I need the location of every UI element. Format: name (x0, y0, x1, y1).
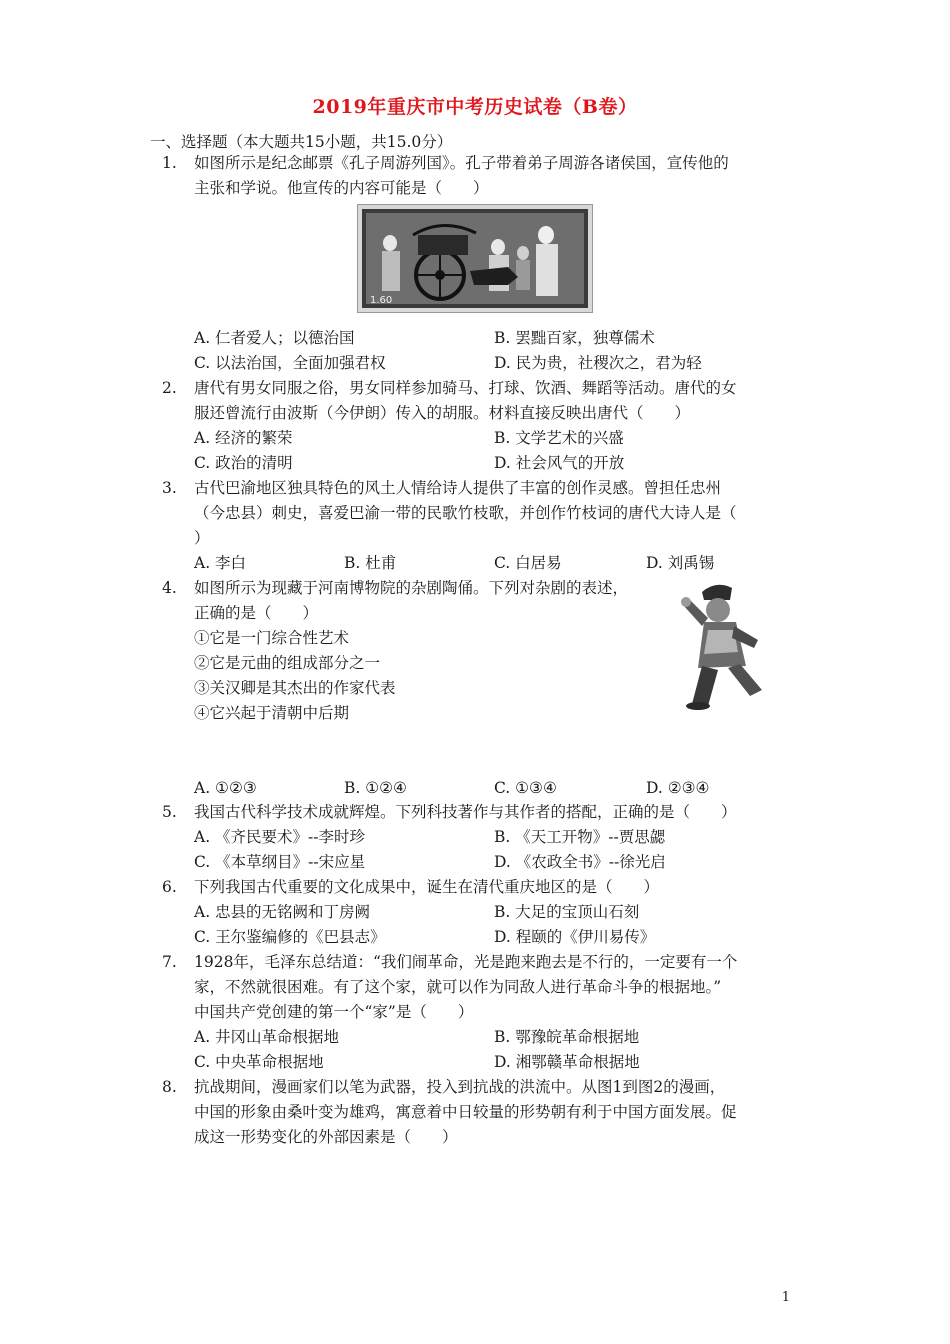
q1-option-a: A. 仁者爱人；以德治国 (194, 329, 355, 347)
q4-statement: ③关汉卿是其杰出的作家代表 (194, 679, 396, 697)
q7-line: 1928年，毛泽东总结道：“我们闹革命，光是跑来跑去是不行的，一定要有一个 (194, 953, 738, 971)
q2-option-c: C. 政治的清明 (194, 454, 293, 472)
q7-option-a: A. 井冈山革命根据地 (194, 1028, 340, 1046)
q8-line: 中国的形象由桑叶变为雄鸡，寓意着中日较量的形势朝有利于中国方面发展。促 (194, 1103, 737, 1121)
q4-statement: ②它是元曲的组成部分之一 (194, 654, 381, 672)
q2-option-b: B. 文学艺术的兴盛 (494, 429, 624, 447)
q3-option-c: C. 白居易 (494, 554, 562, 572)
q7-line: 中国共产党创建的第一个“家”是（ ） (194, 1003, 474, 1021)
q2-line: 唐代有男女同服之俗，男女同样参加骑马、打球、饮酒、舞蹈等活动。唐代的女 (194, 379, 737, 397)
q6-option-c: C. 王尔鉴编修的《巴县志》 (194, 928, 386, 946)
q6-number: 6. (162, 878, 177, 896)
q6-option-d: D. 程颐的《伊川易传》 (494, 928, 656, 946)
q4-option-d: D. ②③④ (646, 779, 710, 797)
confucius-stamp-image (357, 204, 593, 313)
q4-statement: ①它是一门综合性艺术 (194, 629, 350, 647)
section-heading: 一、选择题（本大题共15小题，共15.0分） (150, 133, 453, 151)
q3-option-b: B. 杜甫 (344, 554, 397, 572)
q1-line: 如图所示是纪念邮票《孔子周游列国》。孔子带着弟子周游各诸侯国，宣传他的 (194, 154, 729, 172)
q4-line: 如图所示为现藏于河南博物院的杂剧陶俑。下列对杂剧的表述， (194, 579, 629, 597)
q2-option-a: A. 经济的繁荣 (194, 429, 293, 447)
q3-line: （今忠县）刺史，喜爱巴渝一带的民歌竹枝歌，并创作竹枝词的唐代大诗人是（ (194, 504, 737, 522)
q8-number: 8. (162, 1078, 177, 1096)
q1-number: 1. (162, 154, 177, 172)
q4-line: 正确的是（ ） (194, 604, 319, 622)
stamp-value: 1.60 (370, 295, 393, 306)
q6-line: 下列我国古代重要的文化成果中，诞生在清代重庆地区的是（ ） (194, 878, 660, 896)
q5-option-c: C. 《本草纲目》--宋应星 (194, 853, 366, 871)
q1-option-b: B. 罢黜百家，独尊儒术 (494, 329, 655, 347)
q3-option-a: A. 李白 (194, 554, 247, 572)
q6-option-b: B. 大足的宝顶山石刻 (494, 903, 640, 921)
q5-option-b: B. 《天工开物》--贾思勰 (494, 828, 666, 846)
q7-line: 家，不然就很困难。有了这个家，就可以作为同敌人进行革命斗争的根据地。” (194, 978, 722, 996)
q5-option-d: D. 《农政全书》--徐光启 (494, 853, 666, 871)
q1-option-c: C. 以法治国，全面加强君权 (194, 354, 386, 372)
q5-option-a: A. 《齐民要术》--李时珍 (194, 828, 366, 846)
q2-option-d: D. 社会风气的开放 (494, 454, 625, 472)
q3-line: 古代巴渝地区独具特色的风土人情给诗人提供了丰富的创作灵感。曾担任忠州 (194, 479, 722, 497)
zaju-figurine-image (668, 578, 780, 714)
q3-number: 3. (162, 479, 177, 497)
q5-line: 我国古代科学技术成就辉煌。下列科技著作与其作者的搭配，正确的是（ ） (194, 803, 737, 821)
q8-line: 抗战期间，漫画家们以笔为武器，投入到抗战的洪流中。从图1到图2的漫画， (194, 1078, 726, 1096)
q2-number: 2. (162, 379, 177, 397)
page-title: 2019年重庆市中考历史试卷（B卷） (312, 96, 638, 118)
q2-line: 服还曾流行由波斯（今伊朗）传入的胡服。材料直接反映出唐代（ ） (194, 404, 691, 422)
q5-number: 5. (162, 803, 177, 821)
q7-option-d: D. 湘鄂赣革命根据地 (494, 1053, 640, 1071)
q1-line: 主张和学说。他宣传的内容可能是（ ） (194, 179, 489, 197)
q4-statement: ④它兴起于清朝中后期 (194, 704, 350, 722)
page-number: 1 (781, 1290, 790, 1305)
q4-option-b: B. ①②④ (344, 779, 407, 797)
q7-option-b: B. 鄂豫皖革命根据地 (494, 1028, 640, 1046)
q3-option-d: D. 刘禹锡 (646, 554, 715, 572)
q4-option-c: C. ①③④ (494, 779, 557, 797)
q4-number: 4. (162, 579, 177, 597)
q1-option-d: D. 民为贵，社稷次之，君为轻 (494, 354, 702, 372)
q7-number: 7. (162, 953, 177, 971)
q8-line: 成这一形势变化的外部因素是（ ） (194, 1128, 458, 1146)
q3-line: ） (194, 529, 210, 547)
q6-option-a: A. 忠县的无铭阙和丁房阙 (194, 903, 371, 921)
q7-option-c: C. 中央革命根据地 (194, 1053, 324, 1071)
q4-option-a: A. ①②③ (194, 779, 257, 797)
